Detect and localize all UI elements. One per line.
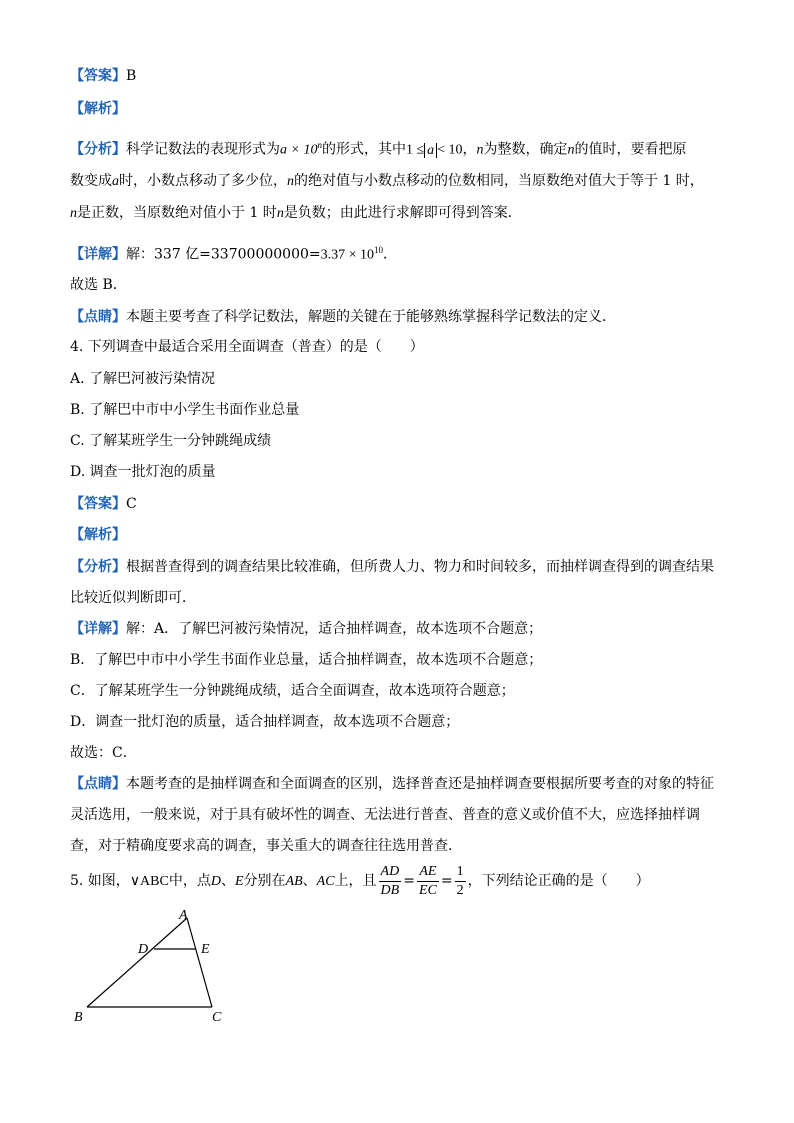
xiangjie-tag: 【详解】 xyxy=(70,246,126,263)
text: D．调查一批灯泡的质量，适合抽样调查，故本选项不合题意； xyxy=(70,714,460,730)
math-abs: a xyxy=(424,143,437,158)
denominator: 2 xyxy=(456,882,464,898)
q3-fenxi-line3 xyxy=(70,203,522,224)
q3-fenxi-line2 xyxy=(70,171,704,192)
denominator: EC xyxy=(418,882,437,898)
math-var: a xyxy=(112,174,119,189)
answer-tag: 【答案】 xyxy=(70,496,126,512)
text: C．了解某班学生一分钟跳绳成绩，适合全面调查，故本选项符合题意； xyxy=(70,683,515,699)
text: 是正数，当原数绝对值小于 1 时 xyxy=(77,205,277,221)
text: 中，点 xyxy=(168,873,211,889)
math-triangle: ∨ABC xyxy=(129,874,169,889)
fraction-ae-ec xyxy=(417,863,439,900)
q4-dianjing-1 xyxy=(70,774,714,794)
text: 故选 B． xyxy=(70,277,127,293)
q4-option-a xyxy=(70,369,215,389)
q3-xiangjie xyxy=(70,240,397,266)
equals: = xyxy=(440,873,453,889)
q4-option-d xyxy=(70,462,216,482)
numerator: AE xyxy=(417,863,439,882)
dianjing-tag: 【点睛】 xyxy=(70,309,126,325)
math-var: n xyxy=(567,142,575,158)
q4-option-c xyxy=(70,431,271,451)
math-var: n xyxy=(476,142,484,158)
text: 解：337 亿=33700000000= xyxy=(126,246,321,263)
text: 数变成 xyxy=(70,173,112,189)
q4-option-b xyxy=(70,400,299,420)
fraction-one-half xyxy=(455,863,466,900)
text: ， xyxy=(462,141,477,158)
text: 为整数，确定 xyxy=(483,141,568,158)
option-text: B. 了解巴中市中小学生书面作业总量 xyxy=(70,402,300,418)
analysis-tag: 【解析】 xyxy=(70,527,126,543)
text: 查，对于精确度要求高的调查，事关重大的调查往往选用普查． xyxy=(70,838,462,854)
q5-stem xyxy=(70,861,650,905)
text: 时，小数点移动了多少位， xyxy=(119,173,287,189)
label-c: C xyxy=(212,1010,222,1025)
text: 本题考查的是抽样调查和全面调查的区别，选择普查还是抽样调查要根据所要考查的对象的特征 xyxy=(126,776,714,792)
numerator: 1 xyxy=(455,863,466,882)
label-b: B xyxy=(74,1010,83,1025)
segment-ab xyxy=(87,918,187,1007)
dianjing-tag: 【点睛】 xyxy=(70,776,126,792)
text: 本题主要考查了科学记数法，解题的关键在于能够熟练掌握科学记数法的定义． xyxy=(126,309,616,325)
text: 灵活选用，一般来说，对于具有破坏性的调查、无法进行普查、普查的意义或价值不大，应选择抽样调 xyxy=(70,807,700,823)
math-var: n xyxy=(287,174,294,189)
label-d: D xyxy=(138,942,149,957)
q4-dianjing-3 xyxy=(70,836,462,856)
text: 的值时，要看把原 xyxy=(574,141,687,158)
math-range-left: 1 ≤ xyxy=(405,142,425,158)
analysis-tag: 【解析】 xyxy=(70,101,126,117)
q4-analysis-title xyxy=(70,525,126,545)
q4-xiangjie-d xyxy=(70,712,459,732)
text: 、 xyxy=(220,873,235,889)
option-text: A. 了解巴河被污染情况 xyxy=(70,371,216,387)
q4-xiangjie-b xyxy=(70,650,542,670)
label-e: E xyxy=(201,942,210,957)
q4-fenxi-line1 xyxy=(70,557,714,577)
text: 科学记数法的表现形式为 xyxy=(126,141,280,158)
math-expr: a × 10 xyxy=(280,142,318,158)
question-stem: 4. 下列调查中最适合采用全面调查（普查）的是（ ） xyxy=(70,339,424,355)
fenxi-tag: 【分析】 xyxy=(70,141,126,158)
q3-guxuan xyxy=(70,275,127,295)
q4-guxuan xyxy=(70,743,137,763)
text: 是负数；由此进行求解即可得到答案． xyxy=(283,205,522,221)
q4-xiangjie-a xyxy=(70,619,542,639)
text: 5. 如图， xyxy=(70,873,130,889)
option-text: C. 了解某班学生一分钟跳绳成绩 xyxy=(70,433,272,449)
q3-answer xyxy=(70,66,136,86)
text: ． xyxy=(383,246,398,263)
math-range-right: < 10 xyxy=(437,142,463,158)
text: 、 xyxy=(302,873,317,889)
math-var: n xyxy=(70,206,77,221)
fraction-ad-db xyxy=(379,863,402,900)
text: B．了解巴中市中小学生书面作业总量，适合抽样调查，故本选项不合题意； xyxy=(70,652,543,668)
answer-tag: 【答案】 xyxy=(70,68,126,84)
text: 上，且 xyxy=(334,873,377,889)
q4-answer xyxy=(70,494,137,514)
numerator: AD xyxy=(379,863,402,882)
q3-dianjing xyxy=(70,307,616,327)
q3-analysis-title xyxy=(70,99,126,119)
text: ，下列结论正确的是（ ） xyxy=(467,873,650,889)
math-segment: AB xyxy=(285,874,303,889)
q4-fenxi-line2 xyxy=(70,588,196,608)
equals: = xyxy=(403,873,415,889)
answer-value: C xyxy=(126,496,137,512)
text: 分别在 xyxy=(243,873,286,889)
text: 的形式，其中 xyxy=(321,141,406,158)
option-text: D. 调查一批灯泡的质量 xyxy=(70,464,216,480)
math-var: D xyxy=(210,874,221,889)
label-a: A xyxy=(179,908,188,923)
xiangjie-tag: 【详解】 xyxy=(70,621,126,637)
math-var: n xyxy=(276,206,284,221)
math-segment: AC xyxy=(316,874,335,889)
q3-fenxi-line1 xyxy=(70,135,687,161)
triangle-figure xyxy=(60,905,260,1035)
math-var: E xyxy=(234,874,244,889)
math-exponent: n xyxy=(317,140,322,150)
q4-xiangjie-c xyxy=(70,681,515,701)
text: 比较近似判断即可． xyxy=(70,590,196,606)
text: 根据普查得到的调查结果比较准确，但所费人力、物力和时间较多，而抽样调查得到的调查结果 xyxy=(126,559,714,575)
text: 故选：C． xyxy=(70,745,137,761)
math-expr: 3.37 × 10 xyxy=(320,247,375,263)
text: 的绝对值与小数点移动的位数相同，当原数绝对值大于等于 1 时， xyxy=(294,173,704,189)
segment-ac xyxy=(187,918,212,1007)
math-exponent: 10 xyxy=(374,245,384,255)
q4-dianjing-2 xyxy=(70,805,700,825)
text: 解：A．了解巴河被污染情况，适合抽样调查，故本选项不合题意； xyxy=(126,621,543,637)
answer-value: B xyxy=(126,68,137,84)
q4-stem xyxy=(70,337,424,357)
denominator: DB xyxy=(380,882,400,898)
fenxi-tag: 【分析】 xyxy=(70,559,126,575)
